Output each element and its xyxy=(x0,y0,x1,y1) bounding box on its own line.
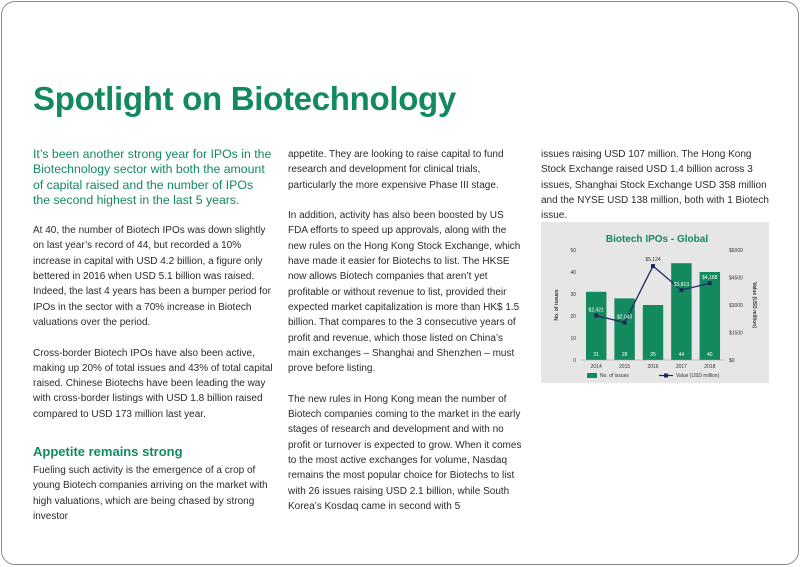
y2-tick-label: $3000 xyxy=(729,303,743,309)
bar-value-label: 28 xyxy=(621,352,628,358)
paragraph: The new rules in Hong Kong mean the number of Biotech companies coming to the market in the early stages of research and development and with no profit or turnover is expected to grow. When it comes to the most active exchanges for volume, Nasdaq remains the most popular choice for Biotechs to list with 26 issues raising USD 2.1 billion, while South Korea’s Kosdaq came in second with 5 xyxy=(288,393,522,512)
y-tick-label: 10 xyxy=(570,336,576,342)
x-tick-label: 2014 xyxy=(590,364,602,370)
bar-value-label: 40 xyxy=(707,352,713,358)
line-point xyxy=(623,321,627,325)
biotech-ipo-chart xyxy=(541,222,769,383)
legend-bar-swatch xyxy=(587,373,597,378)
page-title: Spotlight on Biotechnology xyxy=(33,80,456,117)
y-axis-title: No. of issues xyxy=(554,289,560,321)
paragraph: issues raising USD 107 million. The Hong Kong Stock Exchange raised USD 1.4 billion across 3 issues, Shanghai Stock Exchange USD 358 million and the NYSE USD 138 million, both with 1 Biotech issue. xyxy=(541,149,769,222)
bar-value-label: 25 xyxy=(650,352,656,358)
x-tick-label: 2016 xyxy=(647,364,659,370)
line-value-label: $3,813 xyxy=(673,282,690,289)
line-value-label: $2,043 xyxy=(616,314,633,321)
legend-line-label: Value (USD million) xyxy=(676,373,720,379)
intro-paragraph: It’s been another strong year for IPOs in the Biotechnology sector with both the amount of capital raised and the number of IPOs the second highest in the last 5 years. xyxy=(33,147,272,207)
y-tick-label: 40 xyxy=(570,270,576,276)
section-heading: Appetite remains strong xyxy=(33,444,183,460)
line-point xyxy=(651,264,655,268)
line-value-label: $5,124 xyxy=(645,257,661,264)
line-value-label: $4,188 xyxy=(702,275,718,282)
bar xyxy=(671,263,691,360)
chart-svg xyxy=(541,222,769,383)
bar-value-label: 31 xyxy=(593,352,599,358)
chart-title: Biotech IPOs - Global xyxy=(605,234,709,245)
line-point xyxy=(708,281,712,285)
y2-axis-title: Value (USD million) xyxy=(751,282,757,328)
x-tick-label: 2015 xyxy=(619,364,631,370)
y2-tick-label: $0 xyxy=(729,358,735,364)
line-point xyxy=(679,288,683,292)
paragraph: Cross-border Biotech IPOs have also been active, making up 20% of total issues and 43% of total capital raised. Chinese Biotechs have been leading the way with cross-border listings with USD 1.8 billion raised compared to USD 173 million last year. xyxy=(33,347,273,420)
y-tick-label: 50 xyxy=(570,248,576,254)
paragraph: appetite. They are looking to raise capital to fund research and development for clinical trials, particularly the more expensive Phase III stage. xyxy=(288,149,504,191)
column-1 xyxy=(33,147,273,540)
bar xyxy=(586,292,606,360)
paragraph: Fueling such activity is the emergence of a crop of young Biotech companies arriving on the market with high valuations, which are being chased by strong investor xyxy=(33,465,268,522)
column-2 xyxy=(288,147,523,529)
y-tick-label: 0 xyxy=(573,358,576,364)
paragraph: In addition, activity has also been boosted by US FDA efforts to speed up approvals, along with the new rules on the Hong Kong Stock Exchange, which have made it easier for Biotechs to list. The HKSE now allows Biotech companies that aren’t yet profitable or without revenue to list, provided their expected market capitalization is more than HK$ 1.5 billion. That compares to the 3 consecutive years of profit and revenue, which those listed on China’s main exchanges – Shanghai and Shenzhen – must prove before listing. xyxy=(288,210,521,375)
y2-tick-label: $1500 xyxy=(729,330,743,337)
legend-bar-label: No. of issues xyxy=(600,373,629,379)
line-point xyxy=(594,314,598,318)
line-value-label: $2,421 xyxy=(588,307,604,314)
y-tick-label: 30 xyxy=(570,292,576,298)
y2-tick-label: $4500 xyxy=(729,275,743,282)
y-tick-label: 20 xyxy=(570,314,576,320)
y2-tick-label: $6000 xyxy=(729,248,743,254)
paragraph: At 40, the number of Biotech IPOs was down slightly on last year’s record of 44, but recorded a 10% increase in capital with USD 4.2 billion, a figure only bettered in 2016 when USD 5.1 billion was raised. Indeed, the last 4 years has been a bumper period for IPOs in the sector with a 70% increase in Biotech valuations over the period. xyxy=(33,225,271,328)
x-tick-label: 2017 xyxy=(675,364,687,370)
x-tick-label: 2018 xyxy=(704,364,716,370)
legend-line-marker xyxy=(664,374,668,378)
bar-value-label: 44 xyxy=(678,352,685,358)
